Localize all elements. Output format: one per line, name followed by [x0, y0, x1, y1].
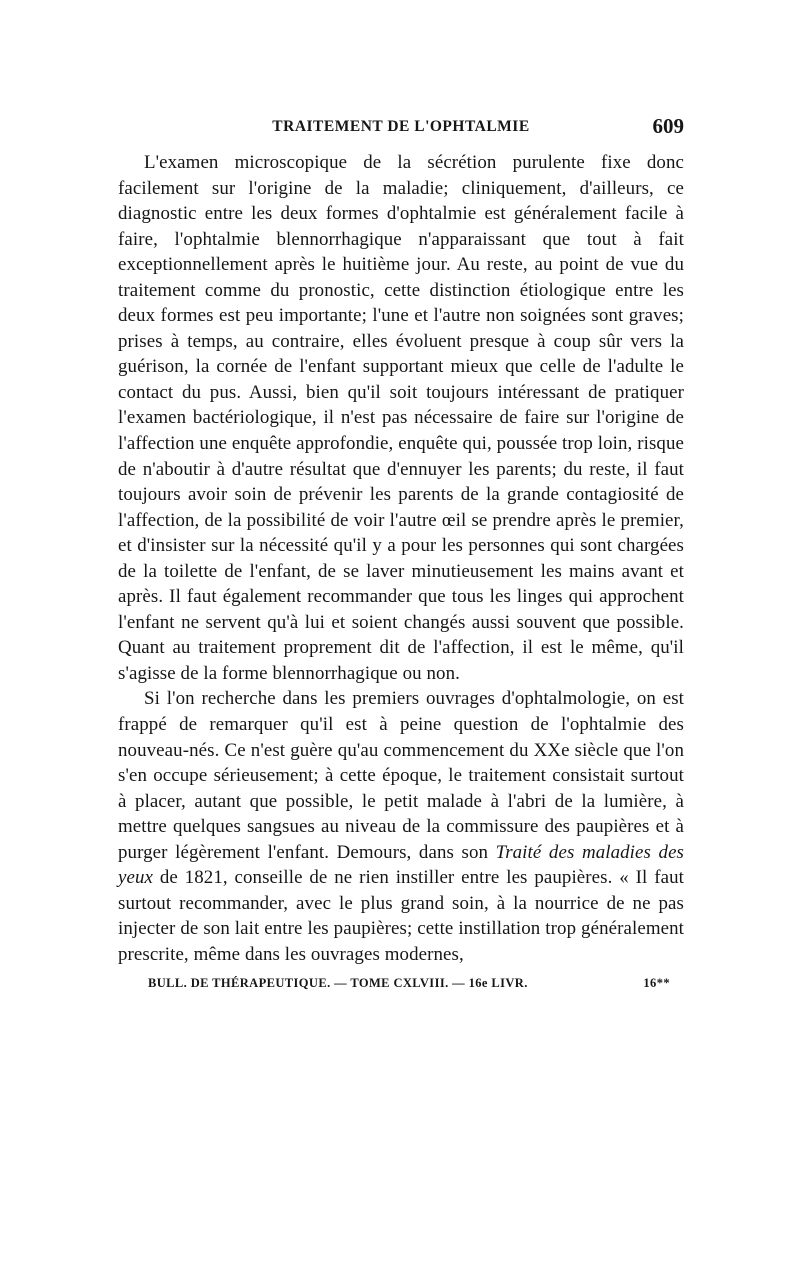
paragraph-text: de 1821, conseille de ne rien instiller entre les paupières. « Il faut surtout recommander, avec le plus grand soin, à la nourrice de ne pas injecter de son lait entre les paupières; cette instillation trop généralement prescrite, même dans les ouvrages modernes, — [118, 867, 684, 965]
paragraph-text: Si l'on recherche dans les premiers ouvrages d'ophtalmologie, on est frappé de remarquer qu'il est à peine question de l'ophtalmie des nouveau-nés. Ce n'est guère qu'au commencement du XXe siècle que l'on s'en occupe sérieusement; à cette époque, le traitement consistait surtout à placer, autant que possible, le petit malade à l'abri de la lumière, à mettre quelques sangsues au niveau de la commissure des paupières et à purger légèrement l'enfant. Demours, dans son — [118, 688, 684, 863]
page-number: 609 — [652, 114, 684, 138]
paragraph — [118, 150, 684, 686]
page-footer — [118, 976, 684, 991]
journal-reference: BULL. DE THÉRAPEUTIQUE. — TOME CXLVIII. — 16e LIVR. — [148, 975, 528, 990]
signature-mark: 16** — [643, 975, 670, 990]
paragraph-text: L'examen microscopique de la sécrétion purulente fixe donc facilement sur l'origine de la maladie; cliniquement, d'ailleurs, ce diagnostic entre les deux formes d'ophtalmie est généralement facile à faire, l'ophtalmie blennorrhagique n'apparaissant que tout à fait exceptionnellement après le huitième jour. Au reste, au point de vue du traitement comme du pronostic, cette distinction étiologique entre les deux formes est peu importante; l'une et l'autre non soignées sont graves; prises à temps, au contraire, elles évoluent presque à coup sûr vers la guérison, la cornée de l'enfant supportant mieux que celle de l'adulte le contact du pus. Aussi, bien qu'il soit toujours intéressant de pratiquer l'examen bactériologique, il n'est pas nécessaire de faire sur l'origine de l'affection une enquête approfondie, enquête qui, poussée trop loin, risque de n'aboutir à d'autre résultat que d'ennuyer les parents; du reste, il faut toujours avoir soin de prévenir les parents de la grande contagiosité de l'affection, de la possibilité de voir l'autre œil se prendre après le premier, et d'insister sur la nécessité qu'il y a pour les personnes qui sont chargées de la toilette de l'enfant, de se laver minutieusement les mains avant et après. Il faut également recommander que tous les linges qui approchent l'enfant ne servent qu'à lui et soient changés aussi souvent que possible. Quant au traitement proprement dit de l'affection, il est le même, qu'il s'agisse de la forme blennorrhagique ou non. — [118, 152, 684, 684]
book-title: Traité des maladies des yeux — [118, 841, 685, 889]
paragraph — [118, 686, 684, 967]
page-header — [118, 112, 684, 148]
running-title: TRAITEMENT DE L'OPHTALMIE — [272, 118, 530, 135]
body-text — [118, 150, 684, 968]
document-page — [118, 112, 684, 991]
